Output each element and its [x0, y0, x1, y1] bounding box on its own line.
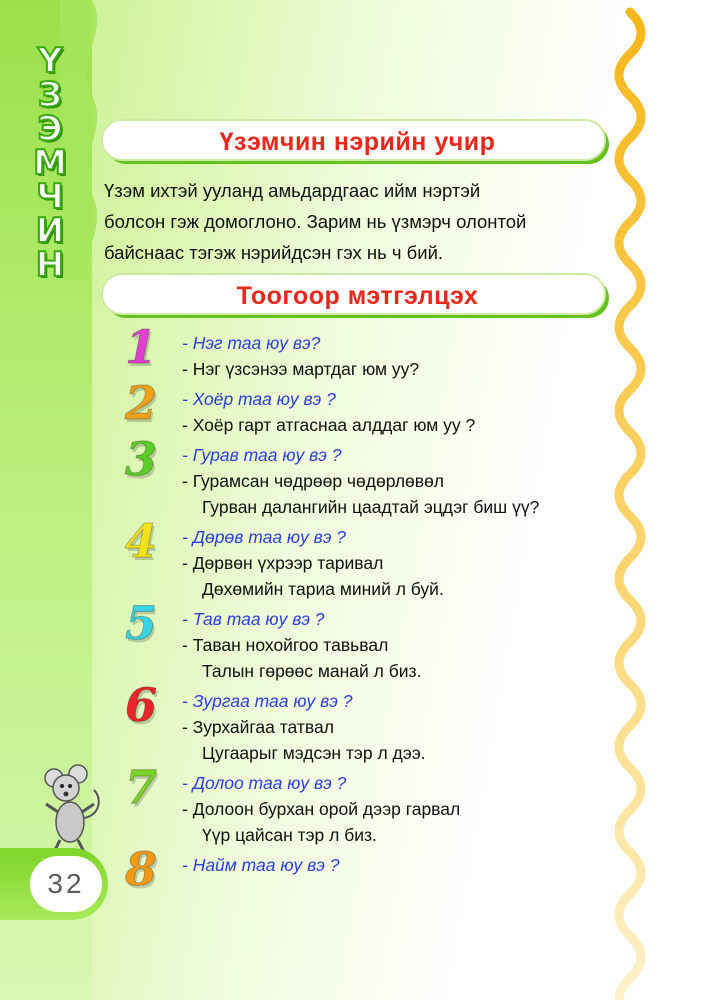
- riddle-answer-line: - Гурамсан чөдрөөр чөдөрлөвөл: [182, 471, 445, 491]
- riddle-question: - Долоо таа юу вэ ?: [182, 773, 347, 793]
- side-title-letter: Ч: [36, 177, 64, 217]
- intro-line: болсон гэж домоглоно. Зарим нь үзмэрч олонтой: [104, 211, 527, 232]
- riddle-answer-line: Талын гөрөөс манай л биз.: [202, 661, 422, 681]
- riddle-item: [182, 524, 444, 602]
- riddle-item: [182, 330, 419, 382]
- section-heading-name-origin: Үзэмчин нэрийн учир: [219, 127, 496, 156]
- page-number: 32: [47, 868, 85, 899]
- riddle-answer-line: - Нэг үзсэнээ мартдаг юм уу?: [182, 359, 420, 379]
- side-title-letter: З: [37, 75, 63, 115]
- riddle-answer-line: - Дөрвөн үхрээр таривал: [182, 553, 384, 573]
- intro-paragraph: [104, 175, 604, 268]
- riddle-question: - Хоёр таа юу вэ ?: [182, 389, 336, 409]
- side-title-letter: Н: [35, 245, 65, 285]
- riddle-number-5: 5: [124, 596, 157, 650]
- riddle-answer-line: Цугаарыг мэдсэн тэр л дээ.: [202, 743, 426, 763]
- side-title-letter: И: [35, 211, 65, 251]
- side-title-letter: Ү: [37, 41, 63, 81]
- riddle-question: - Дөрөв таа юу вэ ?: [182, 527, 347, 547]
- riddle-item: [182, 386, 475, 438]
- side-title-letter: М: [33, 143, 67, 183]
- riddle-number-6: 6: [124, 678, 157, 732]
- intro-line: Үзэм ихтэй ууланд амьдардгаас ийм нэртэй: [104, 180, 481, 201]
- riddle-item: [182, 852, 339, 878]
- section-heading-number-debate: Тоогоор мэтгэлцэх: [236, 281, 479, 310]
- intro-line: байснаас тэгэж нэрийдсэн гэх нь ч бий.: [104, 242, 444, 263]
- riddle-item: [182, 770, 460, 848]
- riddle-answer-line: - Зурхайгаа татвал: [182, 717, 334, 737]
- riddle-number-3: 3: [124, 432, 157, 486]
- riddle-question: - Гурав таа юу вэ ?: [182, 445, 342, 465]
- riddle-answer-line: - Хоёр гарт атгаснаа алддаг юм уу ?: [182, 415, 476, 435]
- riddle-answer-line: - Долоон бурхан орой дээр гарвал: [182, 799, 461, 819]
- riddle-question: - Зургаа таа юу вэ ?: [182, 691, 353, 711]
- riddle-number-2: 2: [124, 376, 157, 430]
- riddle-item: [182, 606, 421, 684]
- side-title-letter: Э: [37, 109, 63, 149]
- riddle-number-1: 1: [124, 320, 157, 374]
- banner-number-debate: [100, 272, 615, 320]
- riddle-number-8: 8: [124, 842, 157, 896]
- riddle-item: [182, 688, 426, 766]
- riddle-question: - Нэг таа юу вэ?: [182, 333, 321, 353]
- vertical-section-title: [22, 41, 78, 285]
- riddle-answer-line: Гурван далангийн цаадтай эцдэг биш үү?: [202, 497, 540, 517]
- riddle-answer-line: Үүр цайсан тэр л биз.: [202, 825, 377, 845]
- riddle-question: - Тав таа юу вэ ?: [182, 609, 325, 629]
- riddle-item: [182, 442, 539, 520]
- banner-name-origin: [100, 118, 615, 166]
- riddle-answer-line: - Таван нохойгоо тавьвал: [182, 635, 389, 655]
- riddle-number-4: 4: [124, 514, 157, 568]
- mouse-illustration: [38, 760, 110, 856]
- riddle-answer-line: Дөхөмийн тариа миний л буй.: [202, 579, 444, 599]
- riddle-number-7: 7: [124, 760, 157, 814]
- riddle-question: - Найм таа юу вэ ?: [182, 855, 340, 875]
